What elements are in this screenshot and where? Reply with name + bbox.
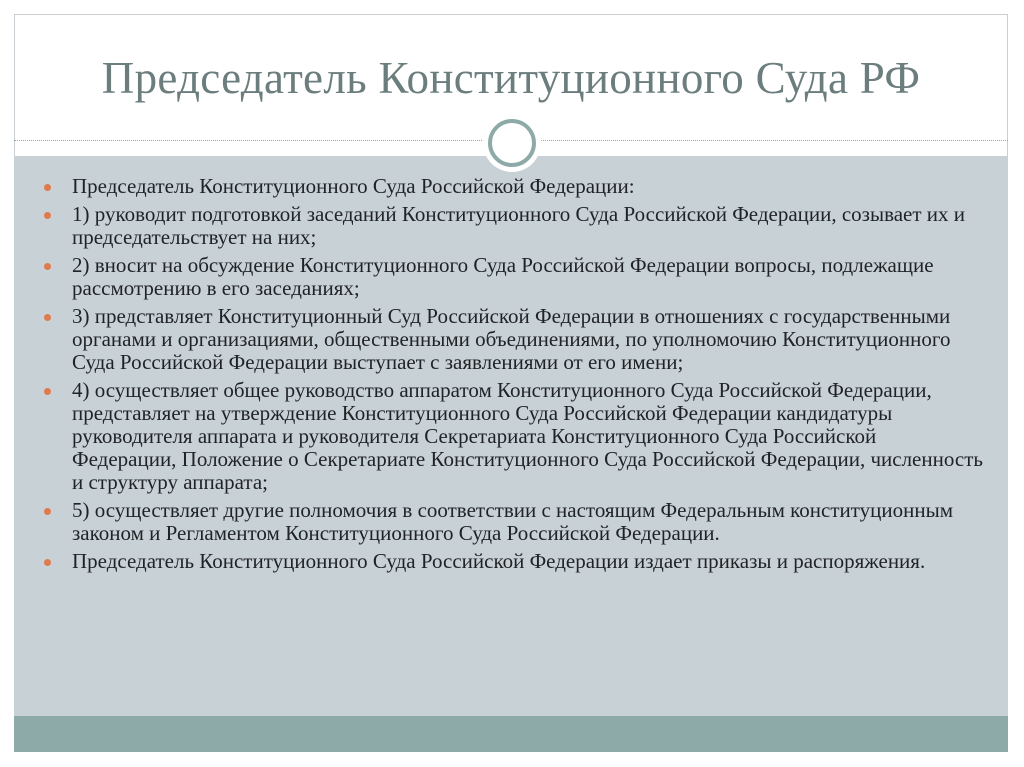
bullet-text: 2) вносит на обсуждение Конституционного Суда Российской Федерации вопросы, подлежащие рассмотрению в его заседаниях; [72,253,934,300]
list-item [44,203,984,249]
list-item [44,550,984,573]
bullet-dot-icon [44,388,51,395]
bullet-dot-icon [44,559,51,566]
bullet-text: 1) руководит подготовкой заседаний Конституционного Суда Российской Федерации, созывает их и председательствует на них; [72,202,966,249]
footer-bar [14,716,1008,752]
list-item [44,305,984,374]
bullet-list [44,175,984,578]
bullet-text: Председатель Конституционного Суда Российской Федерации: [72,174,635,198]
bullet-text: 4) осуществляет общее руководство аппаратом Конституционного Суда Российской Федерации, представляет на утверждение Конституционного Суда Российской Федерации кандидатуры руководителя аппарата и руководителя Секретариата Конституционного Суда Российской Федерации, Положение о Секретариате Конституционного Суда Российской Федерации, численность и структуру аппарата; [72,378,983,494]
list-item [44,379,984,494]
bullet-dot-icon [44,184,51,191]
bullet-dot-icon [44,263,51,270]
list-item [44,499,984,545]
bullet-dot-icon [44,508,51,515]
list-item [44,254,984,300]
bullet-text: Председатель Конституционного Суда Российской Федерации издает приказы и распоряжения. [72,549,926,573]
list-item [44,175,984,198]
bullet-text: 5) осуществляет другие полномочия в соответствии с настоящим Федеральным конституционным законом и Регламентом Конституционного Суда Российской Федерации. [72,498,953,545]
bullet-text: 3) представляет Конституционный Суд Российской Федерации в отношениях с государственными органами и организациями, общественными объединениями, по уполномочию Конституционного Суда Российской Федерации выступает с заявлениями от его имени; [72,304,951,374]
ring-icon [488,119,536,167]
slide-title: Председатель Конституционного Суда РФ [101,53,921,103]
bullet-dot-icon [44,314,51,321]
bullet-dot-icon [44,212,51,219]
